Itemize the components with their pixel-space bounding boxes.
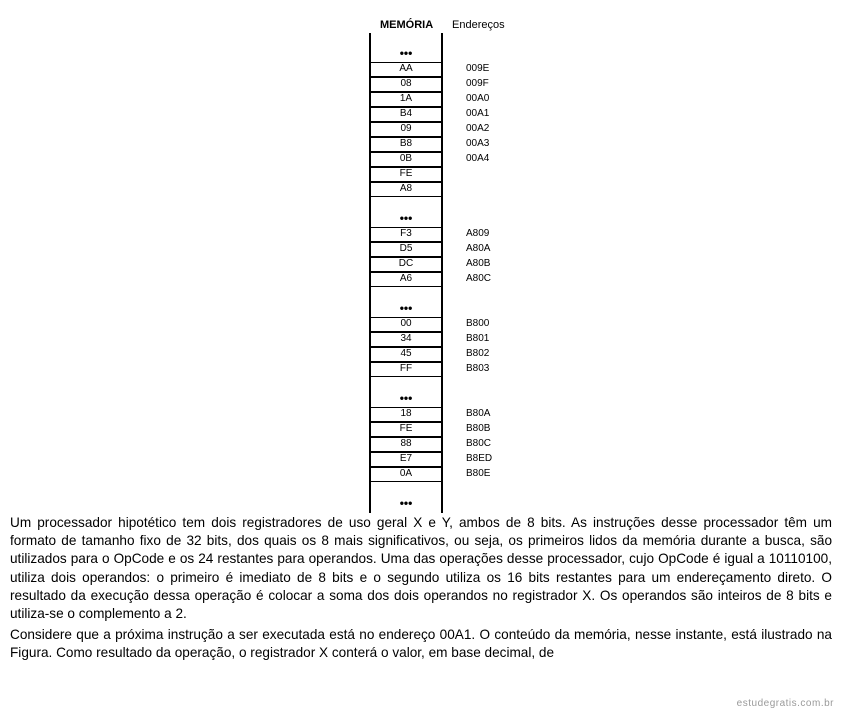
memory-cell: A8	[370, 182, 442, 197]
memory-ellipsis: •••	[399, 391, 413, 405]
memory-cell: D5	[370, 242, 442, 257]
memory-address: 00A4	[466, 153, 490, 164]
watermark: estudegratis.com.br	[736, 698, 834, 709]
memory-address: B80B	[466, 423, 491, 434]
memory-cell: A6	[370, 272, 442, 287]
memory-address: B802	[466, 348, 490, 359]
memory-address: B80C	[466, 438, 492, 449]
memory-address: B800	[466, 318, 490, 329]
address-header: Endereços	[452, 19, 505, 31]
memory-cell: B8	[370, 137, 442, 152]
memory-cell: E7	[370, 452, 442, 467]
memory-cell: AA	[370, 62, 442, 77]
memory-cell: FE	[370, 422, 442, 437]
memory-address: 009F	[466, 78, 489, 89]
memory-cell: 18	[370, 407, 442, 422]
memory-cell: 0A	[370, 467, 442, 482]
memory-header: MEMÓRIA	[380, 19, 434, 31]
memory-address: A80B	[466, 258, 491, 269]
memory-ellipsis: •••	[399, 301, 413, 315]
memory-address: 00A0	[466, 93, 490, 104]
memory-ellipsis: •••	[399, 46, 413, 60]
memory-address: A80C	[466, 273, 492, 284]
memory-cell: 1A	[370, 92, 442, 107]
question-paragraph-2: Considere que a próxima instrução a ser executada está no endereço 00A1. O conteúdo da memória, nesse instante, está ilustrado na Figura. Como resultado da operação, o registrador X conterá o valor, em base decimal, de	[10, 627, 832, 661]
memory-ellipsis: •••	[399, 496, 413, 510]
memory-cell: 09	[370, 122, 442, 137]
memory-cell: F3	[370, 227, 442, 242]
question-paragraph-1: Um processador hipotético tem dois registradores de uso geral X e Y, ambos de 8 bits. As instruções desse processador têm um formato de tamanho fixo de 32 bits, dos quais os 8 mais significativos, ou seja, os primeiros lidos da memória durante a busca, são utilizados para o OpCode e os 24 restantes para operandos. Uma das operações desse processador, cujo OpCode é igual a 10110100, utiliza dois operandos: o primeiro é imediato de 8 bits e o segundo utiliza os 16 bits restantes para um endereçamento direto. O resultado da execução dessa operação é colocar a soma dos dois operandos no registrador X. Os operandos são inteiros de 8 bits e utiliza-se o complemento a 2.	[10, 515, 832, 622]
memory-address: B8ED	[466, 453, 493, 464]
memory-cell: FE	[370, 167, 442, 182]
memory-address: B803	[466, 363, 490, 374]
memory-cell: DC	[370, 257, 442, 272]
memory-ellipsis: •••	[399, 211, 413, 225]
memory-cell: 08	[370, 77, 442, 92]
memory-cell: 34	[370, 332, 442, 347]
memory-address: B80E	[466, 468, 491, 479]
memory-cell: 45	[370, 347, 442, 362]
question-text	[10, 514, 832, 666]
memory-address: B801	[466, 333, 490, 344]
memory-cell: FF	[370, 362, 442, 377]
memory-address: 00A3	[466, 138, 490, 149]
memory-address: B80A	[466, 408, 491, 419]
memory-cell: 0B	[370, 152, 442, 167]
memory-address: 00A1	[466, 108, 490, 119]
memory-address: A80A	[466, 243, 491, 254]
memory-address: 00A2	[466, 123, 490, 134]
memory-address: 009E	[466, 63, 490, 74]
memory-cell: B4	[370, 107, 442, 122]
memory-address: A809	[466, 228, 490, 239]
memory-cell: 88	[370, 437, 442, 452]
memory-cell: 00	[370, 317, 442, 332]
